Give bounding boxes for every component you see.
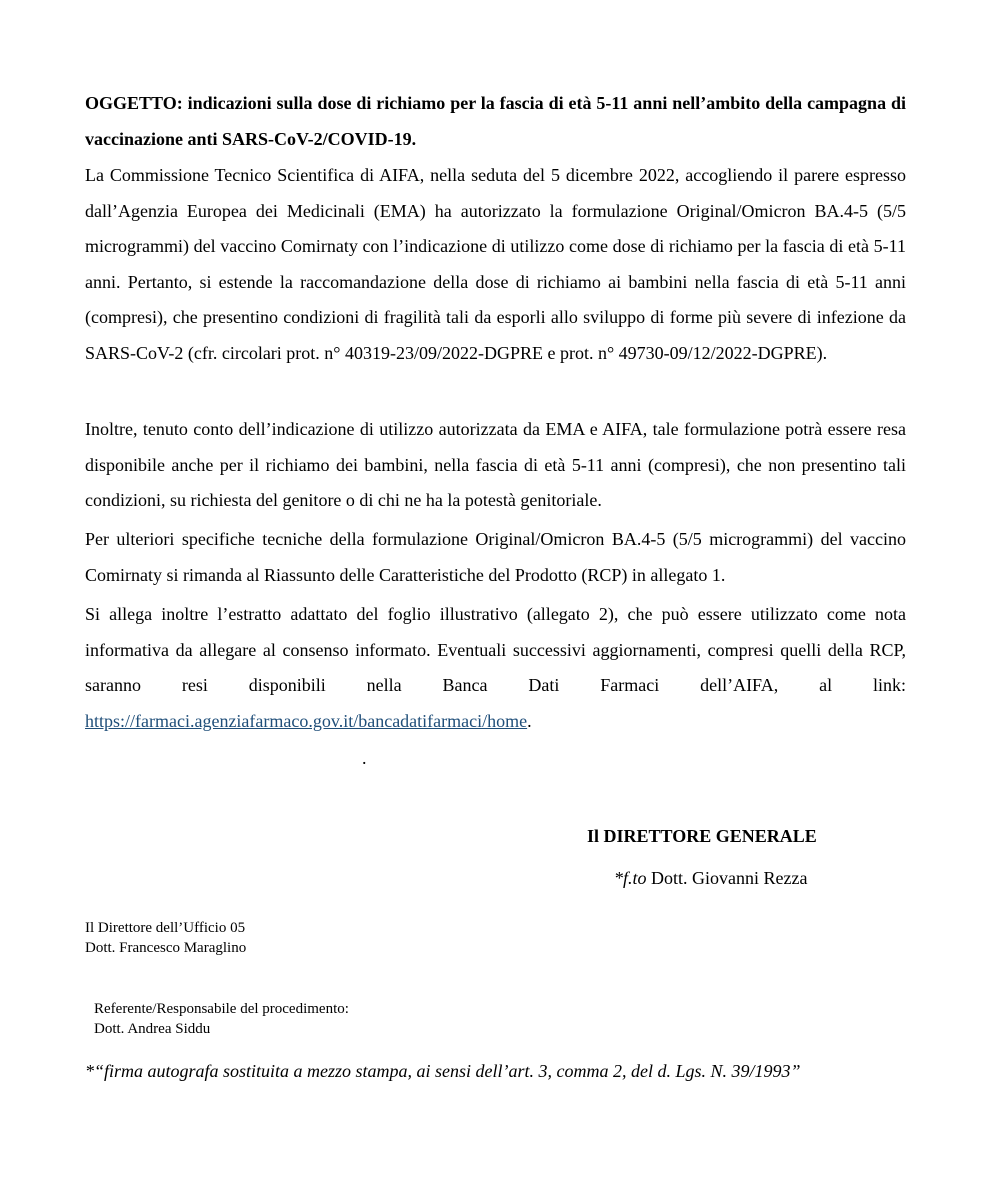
signature-footnote: *“firma autografa sostituita a mezzo stampa, ai sensi dell’art. 3, comma 2, del d. Lgs. N. 39/1993” [85, 1061, 801, 1081]
referent-role: Referente/Responsabile del procedimento: [94, 1001, 349, 1017]
office-director-block [85, 918, 246, 958]
director-general-signature [614, 868, 807, 889]
director-general-name: Dott. Giovanni Rezza [646, 868, 808, 888]
paragraph-availability: Inoltre, tenuto conto dell’indicazione di utilizzo autorizzata da EMA e AIFA, tale formulazione potrà essere resa disponibile anche per il richiamo dei bambini, nella fascia di età 5-11 anni (compresi), che non presentino tali condizioni, su richiesta del genitore o di chi ne ha la potestà genitoriale. [85, 419, 906, 510]
subject-line: OGGETTO: indicazioni sulla dose di richiamo per la fascia di età 5-11 anni nell’ambito della campagna di vaccinazione anti SARS-CoV-2/COVID-19. [85, 93, 906, 149]
paragraph-technical-specs: Per ulteriori specifiche tecniche della formulazione Original/Omicron BA.4-5 (5/5 microgrammi) del vaccino Comirnaty si rimanda al Riassunto delle Caratteristiche del Prodotto (RCP) in allegato 1. [85, 529, 906, 585]
paragraph-attachments-text: Si allega inoltre l’estratto adattato del foglio illustrativo (allegato 2), che può essere utilizzato come nota informativa da allegare al consenso informato. Eventuali successivi aggiornamenti, compresi quelli della RCP, saranno resi disponibili nella Banca Dati Farmaci dell’AIFA, al link: [85, 604, 906, 695]
referent-block [94, 999, 349, 1039]
office-director-role: Il Direttore dell’Ufficio 05 [85, 920, 246, 936]
director-general-title: Il DIRETTORE GENERALE [587, 826, 817, 846]
stray-dot: . [362, 748, 367, 768]
paragraph-attachments-tail: . [527, 710, 532, 731]
paragraph-authorization: La Commissione Tecnico Scientifica di AIFA, nella seduta del 5 dicembre 2022, accogliendo il parere espresso dall’Agenzia Europea dei Medicinali (EMA) ha autorizzato la formulazione Original/Omicron BA.4-5 (5/5 microgrammi) del vaccino Comirnaty con l’indicazione di utilizzo come dose di richiamo per la fascia di età 5-11 anni. Pertanto, si estende la raccomandazione della dose di richiamo ai bambini nella fascia di età 5-11 anni (compresi), che presentino condizioni di fragilità tali da esporli allo sviluppo di forme più severe di infezione da SARS-CoV-2 (cfr. circolari prot. n° 40319-23/09/2022-DGPRE e prot. n° 49730-09/12/2022-DGPRE). [85, 165, 906, 363]
paragraph-attachments [85, 597, 906, 739]
referent-name: Dott. Andrea Siddu [94, 1021, 211, 1037]
banca-dati-link[interactable]: https://farmaci.agenziafarmaco.gov.it/bancadatifarmaci/home [85, 710, 528, 731]
office-director-name: Dott. Francesco Maraglino [85, 940, 247, 956]
signature-prefix: *f.to [614, 868, 647, 888]
